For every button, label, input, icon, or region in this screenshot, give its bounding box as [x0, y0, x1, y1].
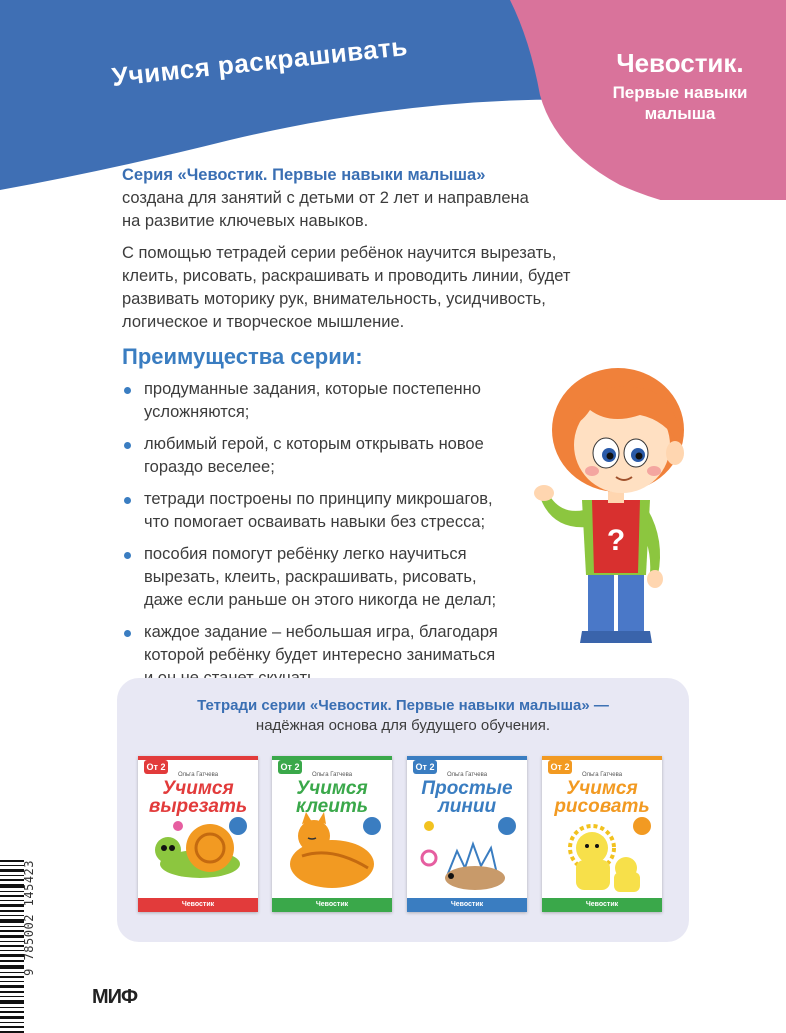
book-title-line: клеить — [295, 796, 369, 817]
list-item-line: гораздо веселее; — [144, 458, 275, 476]
list-item — [122, 378, 532, 424]
book-series-strip: Чевостик — [542, 898, 662, 912]
intro-line: клеить, рисовать, раскрашивать и проводить линии, будет — [122, 267, 571, 285]
series-badge — [580, 48, 780, 124]
panel-title: Тетради серии «Чевостик. Первые навыки малыша» — — [197, 697, 609, 714]
book-cover-cutting — [138, 756, 258, 912]
age-badge: От 2 — [548, 760, 572, 774]
book-title: Учимся раскрашивать — [110, 31, 410, 92]
book-title-line: Учимся — [162, 778, 234, 799]
list-item-line: что помогает осваивать навыки без стресса; — [144, 513, 486, 531]
list-item-line: любимый герой, с которым открывать новое — [144, 435, 484, 453]
list-item-line: которой ребёнку будет интересно заниматься — [144, 646, 496, 664]
book-title-line: вырезать — [148, 796, 248, 817]
intro-paragraph-1 — [122, 164, 682, 233]
bullet-icon — [124, 387, 131, 394]
book-cover-lines — [407, 756, 527, 912]
book-series-strip: Чевостик — [407, 898, 527, 912]
publisher-logo: МИФ — [92, 986, 138, 1008]
book-cover-drawing — [542, 756, 662, 912]
advantages-heading: Преимущества серии: — [122, 344, 363, 369]
bullet-icon — [124, 497, 131, 504]
book-title-text — [546, 780, 658, 816]
list-item-line: вырезать, клеить, раскрашивать, рисовать, — [144, 568, 477, 586]
svg-text:?: ? — [606, 524, 626, 557]
book-cover-gluing — [272, 756, 392, 912]
list-item-line: каждое задание – небольшая игра, благодаря — [144, 623, 498, 641]
list-item-line: даже если раньше он этого никогда не делал; — [144, 591, 497, 609]
series-badge-title: Чевостик. — [616, 48, 744, 78]
book-author: Ольга Гатчева — [446, 772, 488, 778]
list-item — [122, 543, 532, 612]
book-author: Ольга Гатчева — [581, 772, 623, 778]
intro-paragraph-2 — [122, 242, 682, 334]
intro-line: создана для занятий с детьми от 2 лет и направлена — [122, 189, 529, 207]
advantages-list — [122, 378, 532, 699]
book-series-strip: Чевостик — [272, 898, 392, 912]
age-badge: От 2 — [144, 760, 168, 774]
series-badge-subtitle-2: малыша — [644, 104, 716, 123]
list-item-line: продуманные задания, которые постепенно — [144, 380, 481, 398]
book-title-line: Учимся — [566, 778, 638, 799]
chevostik-character-illustration — [530, 365, 700, 655]
book-author: Ольга Гатчева — [177, 772, 219, 778]
list-item-line: пособия помогут ребёнку легко научиться — [144, 545, 467, 563]
book-title-line: Учимся — [296, 778, 368, 799]
barcode — [0, 860, 24, 1033]
age-badge: От 2 — [278, 760, 302, 774]
list-item — [122, 488, 532, 534]
isbn-number: 9 785002 145423 — [22, 860, 36, 976]
book-title-text — [276, 780, 388, 816]
panel-subtitle: надёжная основа для будущего обучения. — [255, 717, 551, 734]
intro-line: на развитие ключевых навыков. — [122, 212, 369, 230]
book-title-text — [411, 780, 523, 816]
bullet-icon — [124, 442, 131, 449]
book-author: Ольга Гатчева — [311, 772, 353, 778]
intro-line: С помощью тетрадей серии ребёнок научится вырезать, — [122, 244, 557, 262]
age-badge: От 2 — [413, 760, 437, 774]
list-item-line: усложняются; — [144, 403, 250, 421]
book-title-line: Простые — [421, 778, 513, 799]
series-badge-subtitle: Первые навыки — [612, 83, 748, 102]
intro-line: логическое и творческое мышление. — [122, 313, 405, 331]
book-series-strip: Чевостик — [138, 898, 258, 912]
list-item — [122, 433, 532, 479]
bullet-icon — [124, 552, 131, 559]
intro-line: развивать моторику рук, внимательность, усидчивость, — [122, 290, 546, 308]
book-title-text — [142, 780, 254, 816]
series-name: Серия «Чевостик. Первые навыки малыша» — [122, 166, 486, 184]
book-title-line: рисовать — [554, 796, 650, 817]
book-title-line: линии — [437, 796, 497, 817]
list-item-line: тетради построены по принципу микрошагов, — [144, 490, 493, 508]
bullet-icon — [124, 630, 131, 637]
